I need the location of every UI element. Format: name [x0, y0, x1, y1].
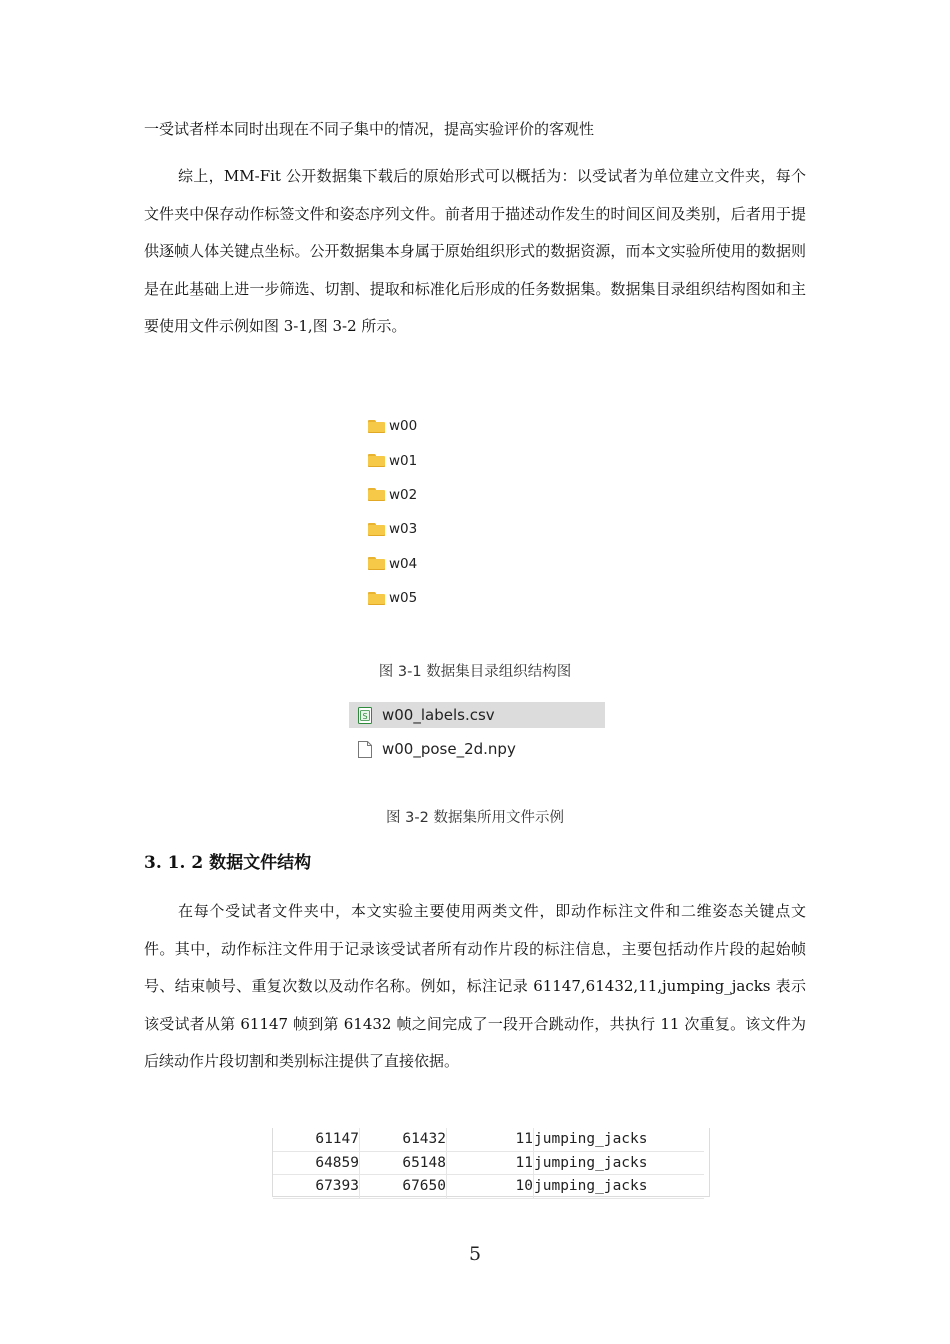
folder-item[interactable]	[368, 547, 417, 581]
folder-item[interactable]	[368, 443, 417, 477]
spreadsheet-file-icon	[358, 707, 372, 724]
folder-item[interactable]	[368, 478, 417, 512]
labels-table-figure	[272, 1128, 710, 1197]
folder-label: w02	[389, 486, 418, 503]
svg-text:S: S	[362, 711, 368, 721]
folder-item[interactable]	[368, 512, 417, 546]
reps-cell: 10	[447, 1175, 534, 1199]
table-row	[273, 1128, 704, 1151]
start-frame-cell: 61147	[273, 1128, 360, 1151]
folder-icon	[368, 523, 385, 536]
reps-cell: 11	[447, 1128, 534, 1151]
folder-label: w05	[389, 590, 418, 607]
figure-caption-3-1: 图 3-1 数据集目录组织结构图	[378, 664, 572, 680]
paragraph-continuation: 一受试者样本同时出现在不同子集中的情况，提高实验评价的客观性	[144, 120, 595, 138]
exercise-cell: jumping_jacks	[534, 1175, 705, 1199]
paragraph-file-structure: 在每个受试者文件夹中，本文实验主要使用两类文件，即动作标注文件和二维姿态关键点文件。其中，动作标注文件用于记录该受试者所有动作片段的标注信息，主要包括动作片段的起始帧号、结束帧号、重复次数以及动作名称。例如，标注记录 61147,61432,11,jumping_jacks 表示该受试者从第 61147 帧到第 61432 帧之间完成了一段开合跳动作，共执行 11 次重复。该文件为后续动作片段切割和类别标注提供了直接依据。	[144, 902, 806, 1070]
folder-label: w04	[389, 555, 418, 572]
folder-icon	[368, 557, 385, 570]
reps-cell: 11	[447, 1151, 534, 1175]
table-row	[273, 1175, 704, 1199]
file-name: w00_pose_2d.npy	[382, 740, 516, 758]
folder-list	[368, 409, 417, 615]
folder-label: w00	[389, 418, 418, 435]
exercise-cell: jumping_jacks	[534, 1128, 705, 1151]
folder-icon	[368, 488, 385, 501]
folder-icon	[368, 592, 385, 605]
page-number: 5	[468, 1243, 482, 1265]
folder-icon	[368, 454, 385, 467]
table-row	[273, 1151, 704, 1175]
exercise-cell: jumping_jacks	[534, 1151, 705, 1175]
folder-item[interactable]	[368, 409, 417, 443]
file-item-labels-csv[interactable]	[349, 702, 605, 728]
paragraph-dataset-overview: 综上，MM-Fit 公开数据集下载后的原始形式可以概括为：以受试者为单位建立文件夹，每个文件夹中保存动作标签文件和姿态序列文件。前者用于描述动作发生的时间区间及类别，后者用于提供逐帧人体关键点坐标。公开数据集本身属于原始组织形式的数据资源，而本文实验所使用的数据则是在此基础上进一步筛选、切割、提取和标准化后形成的任务数据集。数据集目录组织结构图如和主要使用文件示例如图 3-1,图 3-2 所示。	[144, 167, 806, 335]
start-frame-cell: 67393	[273, 1175, 360, 1199]
folder-item[interactable]	[368, 581, 417, 615]
end-frame-cell: 67650	[360, 1175, 447, 1199]
figure-caption-3-2: 图 3-2 数据集所用文件示例	[386, 810, 564, 826]
start-frame-cell: 64859	[273, 1151, 360, 1175]
file-item-pose-npy[interactable]	[349, 736, 605, 762]
blank-file-icon	[358, 741, 372, 758]
section-heading: 3. 1. 2 数据文件结构	[144, 853, 312, 873]
labels-table	[273, 1128, 704, 1199]
folder-label: w03	[389, 521, 418, 538]
file-name: w00_labels.csv	[382, 706, 495, 724]
end-frame-cell: 61432	[360, 1128, 447, 1151]
folder-label: w01	[389, 452, 418, 469]
folder-icon	[368, 420, 385, 433]
end-frame-cell: 65148	[360, 1151, 447, 1175]
